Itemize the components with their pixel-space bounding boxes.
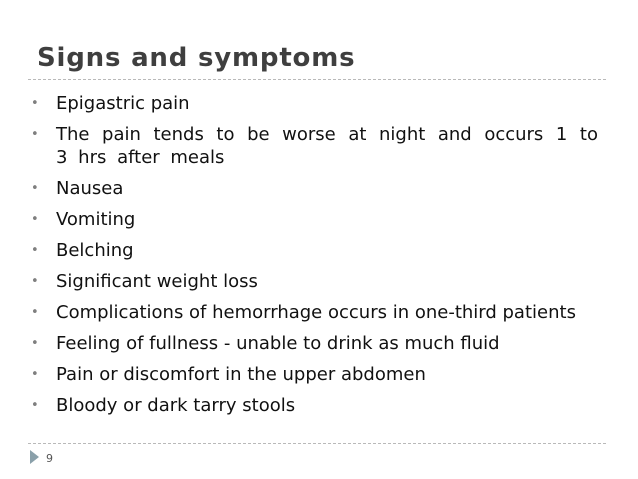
page-number: 9: [46, 452, 53, 465]
bullet-text: Complications of hemorrhage occurs in one-third patients: [56, 302, 576, 323]
bullet-text: Significant weight loss: [56, 271, 258, 292]
bullet-text: Vomiting: [56, 209, 136, 230]
bullet-dot-icon: •: [31, 127, 39, 142]
bullet-item: [30, 270, 598, 293]
bullet-dot-icon: •: [31, 181, 39, 196]
bullet-item: [30, 92, 598, 115]
bullet-text: The pain tends to be worse at night and occurs 1 to 3 hrs after meals: [56, 124, 598, 168]
bullet-dot-icon: •: [31, 274, 39, 289]
bullet-dot-icon: •: [31, 305, 39, 320]
bullet-text: Nausea: [56, 178, 124, 199]
bullet-dot-icon: •: [31, 367, 39, 382]
bullet-item: [30, 239, 598, 262]
bullet-item: [30, 301, 598, 324]
footer-divider: [28, 443, 606, 444]
bullet-dot-icon: •: [31, 212, 39, 227]
bullet-text: Belching: [56, 240, 134, 261]
bullet-text: Pain or discomfort in the upper abdomen: [56, 364, 426, 385]
bullet-dot-icon: •: [31, 398, 39, 413]
bullet-item: [30, 177, 598, 200]
title-divider: [28, 79, 606, 80]
bullet-text: Feeling of fullness - unable to drink as much fluid: [56, 333, 500, 354]
bullet-dot-icon: •: [31, 336, 39, 351]
play-triangle-icon: [30, 450, 39, 464]
bullet-text: Epigastric pain: [56, 93, 190, 114]
bullet-list: [30, 92, 598, 425]
slide-title: Signs and symptoms: [37, 43, 356, 73]
bullet-item: [30, 332, 598, 355]
bullet-dot-icon: •: [31, 243, 39, 258]
bullet-item: [30, 394, 598, 417]
bullet-dot-icon: •: [31, 96, 39, 111]
bullet-item: [30, 208, 598, 231]
bullet-item: [30, 123, 598, 169]
bullet-text: Bloody or dark tarry stools: [56, 395, 296, 416]
bullet-item: [30, 363, 598, 386]
